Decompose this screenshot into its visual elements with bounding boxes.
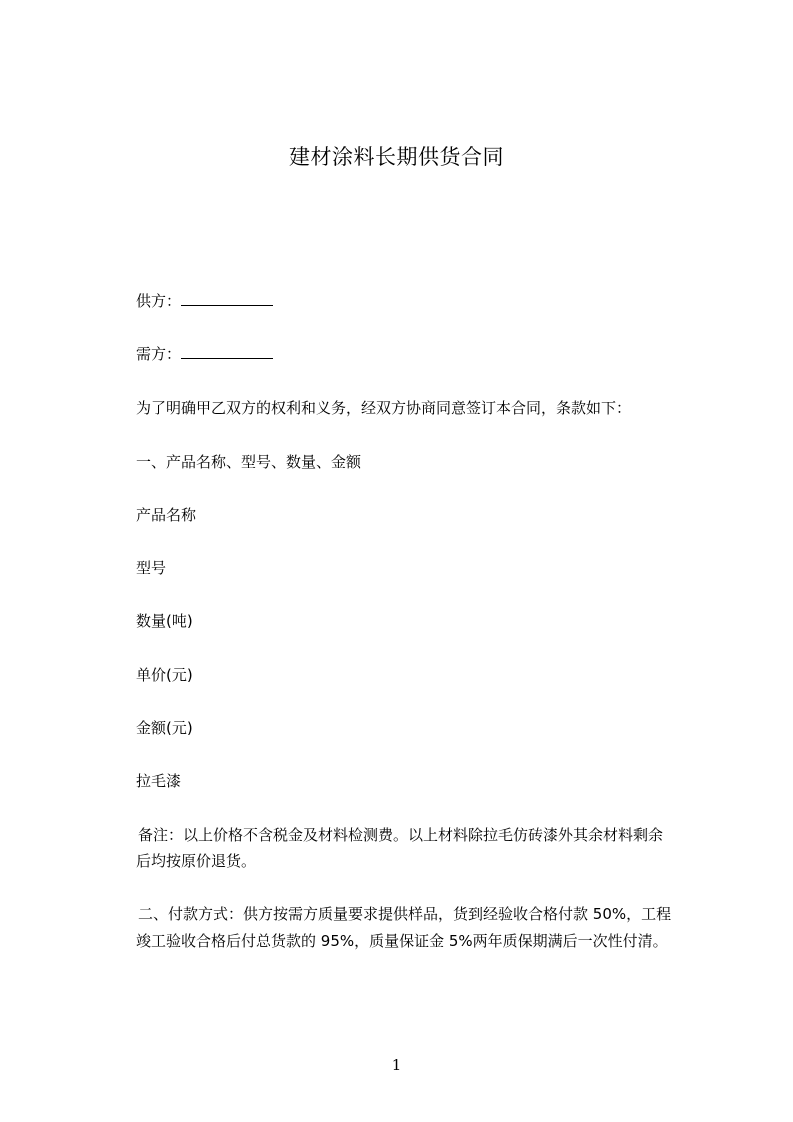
document-title: 建材涂料长期供货合同 (289, 145, 504, 169)
remark-line-1: 备注：以上价格不含税金及材料检测费。以上材料除拉毛仿砖漆外其余材料剩余 (138, 826, 664, 844)
supplier-label: 供方： (136, 292, 182, 310)
supplier-line (136, 291, 273, 311)
field-product-name: 产品名称 (136, 506, 197, 524)
field-unit-price: 单价(元) (136, 666, 193, 684)
payment-line-2: 竣工验收合格后付总货款的 95%，质量保证金 5%两年质保期满后一次性付清。 (136, 932, 668, 950)
intro-text: 为了明确甲乙双方的权利和义务，经双方协商同意签订本合同，条款如下： (136, 399, 632, 417)
supplier-blank (181, 291, 273, 306)
field-model: 型号 (136, 559, 167, 577)
page-number: 1 (391, 1056, 402, 1074)
field-texture-paint: 拉毛漆 (136, 772, 182, 790)
section1-heading: 一、产品名称、型号、数量、金额 (136, 453, 362, 471)
remark-line-2: 后均按原价退货。 (136, 852, 257, 870)
payment-line-1: 二、付款方式：供方按需方质量要求提供样品，货到经验收合格付款 50%，工程 (138, 905, 672, 923)
buyer-blank (181, 344, 273, 359)
buyer-line (136, 344, 273, 364)
field-quantity: 数量(吨) (136, 612, 193, 630)
field-amount: 金额(元) (136, 719, 193, 737)
buyer-label: 需方： (136, 345, 182, 363)
